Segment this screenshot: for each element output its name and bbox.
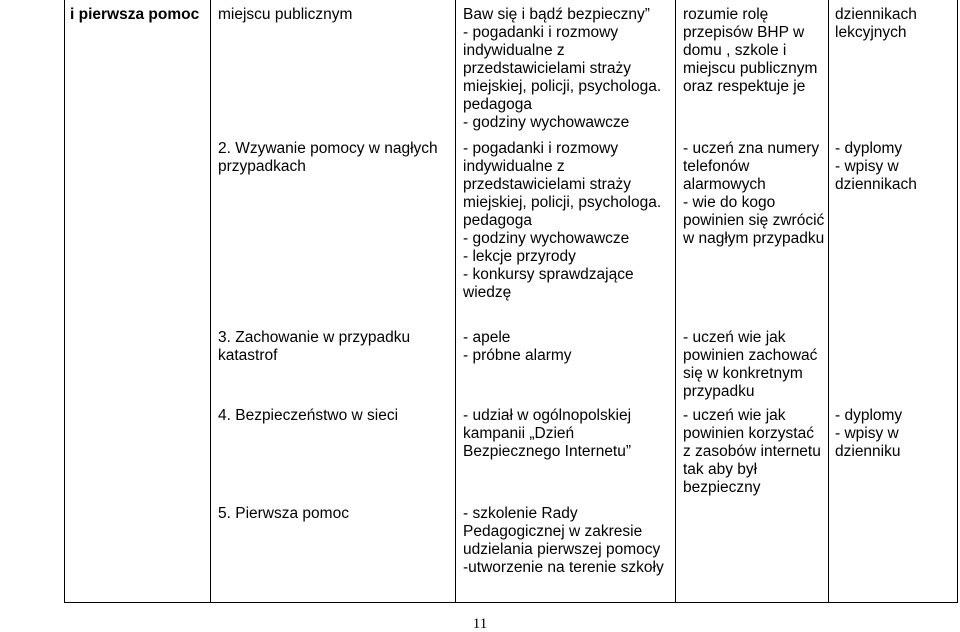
row-5-topic: 5. Pierwsza pomoc xyxy=(218,505,349,522)
row-2-evaluation: - dyplomy - wpisy w dziennikach xyxy=(835,140,917,193)
row-2-outcomes: - uczeń zna numery telefonów alarmowych - wie do kogo powinien się zwrócić w nagłym przypadku xyxy=(683,140,825,247)
column-divider-4 xyxy=(828,0,829,603)
column-divider-1 xyxy=(210,0,211,603)
page-number: 11 xyxy=(472,616,488,632)
row-4-methods: - udział w ogólnopolskiej kampanii „Dzień Bezpiecznego Internetu” xyxy=(463,407,632,460)
row-1-methods: Baw się i bądź bezpieczny” - pogadanki i rozmowy indywidualne z przedstawicielami straży miejskiej, policji, psychologa. pedagoga - godziny wychowawcze xyxy=(463,6,662,131)
table-border-right xyxy=(957,0,958,603)
row-3-methods: - apele - próbne alarmy xyxy=(463,329,572,364)
row-4-outcomes: - uczeń wie jak powinien korzystać z zasobów internetu tak aby był bezpieczny xyxy=(683,407,821,496)
row-2-topic: 2. Wzywanie pomocy w nagłych przypadkach xyxy=(218,140,438,175)
column-divider-3 xyxy=(675,0,676,603)
table-border-left xyxy=(64,0,65,603)
row-2-methods: - pogadanki i rozmowy indywidualne z przedstawicielami straży miejskiej, policji, psychologa. pedagoga - godziny wychowawcze - lekcje przyrody - konkursy sprawdzające wiedzę xyxy=(463,140,662,301)
row-1-topic: miejscu publicznym xyxy=(218,6,353,23)
row-4-evaluation: - dyplomy - wpisy w dzienniku xyxy=(835,407,903,460)
row-3-outcomes: - uczeń wie jak powinien zachować się w konkretnym przypadku xyxy=(683,329,818,400)
row-4-topic: 4. Bezpieczeństwo w sieci xyxy=(218,407,399,424)
row-5-methods: - szkolenie Rady Pedagogicznej w zakresie udzielania pierwszej pomocy -utworzenie na terenie szkoły xyxy=(463,505,664,576)
row-1-outcomes: rozumie rolę przepisów BHP w domu , szkole i miejscu publicznym oraz respektuje je xyxy=(683,6,818,95)
column-divider-2 xyxy=(455,0,456,603)
section-label: i pierwsza pomoc xyxy=(70,6,200,23)
row-1-evaluation: dziennikach lekcyjnych xyxy=(835,6,917,41)
row-3-topic: 3. Zachowanie w przypadku katastrof xyxy=(218,329,411,364)
table-border-bottom xyxy=(64,602,958,603)
